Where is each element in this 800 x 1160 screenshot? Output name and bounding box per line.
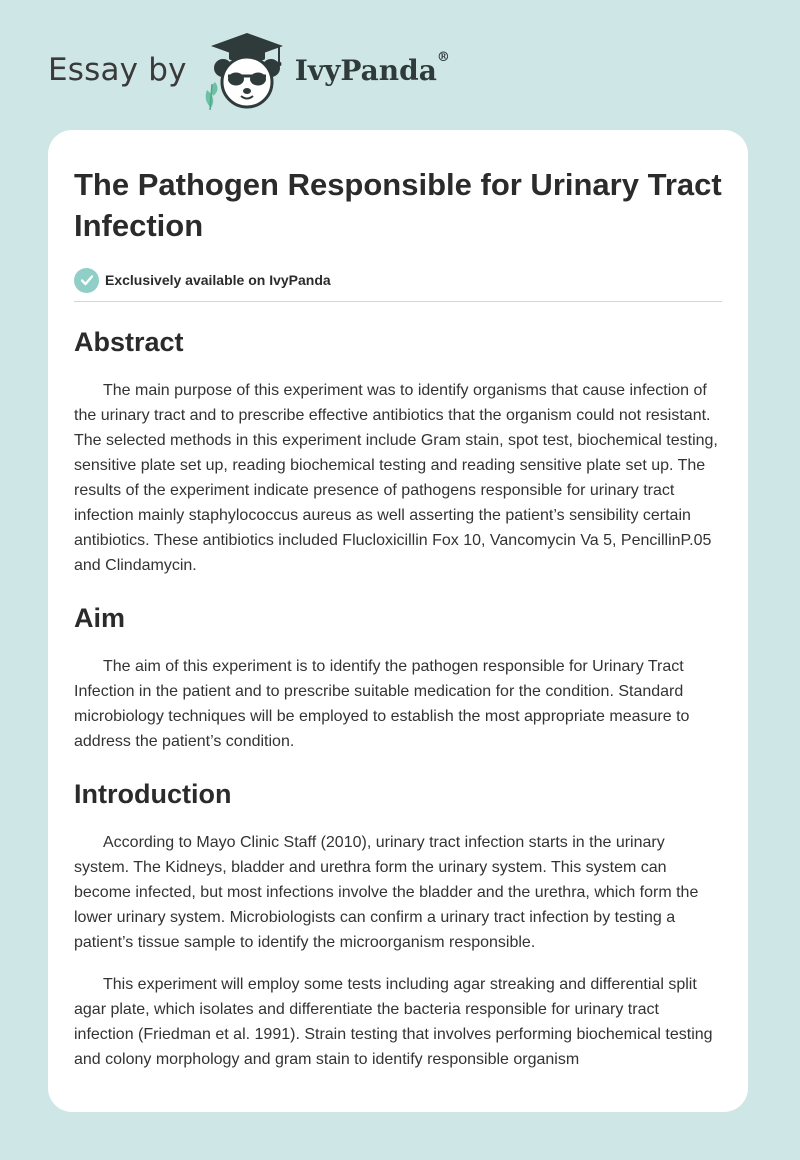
page-title: The Pathogen Responsible for Urinary Tract Infection [74, 167, 722, 243]
brand-name-text: IvyPanda [294, 53, 437, 87]
section-aim [74, 602, 722, 754]
paragraph: The main purpose of this experiment was to identify organisms that cause infection of the urinary tract and to prescribe effective antibiotics that the organism could not resistant. The selected methods in this experiment include Gram stain, spot test, biochemical testing, sensitive plate set up, reading biochemical testing and reading sensitive plate set up. The results of the experiment indicate presence of pathogens responsible for urinary tract infection mainly staphylococcus aureus as well asserting the patient’s sensibility certain antibiotics. These antibiotics included Flucloxicillin Fox 10, Vancomycin Va 5, PencillinP.05 and Clindamycin. [74, 382, 718, 574]
panda-logo-icon[interactable] [201, 28, 291, 112]
divider [74, 301, 722, 302]
brand-prefix: Essay by [48, 52, 187, 88]
paragraph: The aim of this experiment is to identify the pathogen responsible for Urinary Tract Infection in the patient and to prescribe suitable medication for the condition. Standard microbiology techniques will be employed to establish the most appropriate measure to address the patient’s condition. [74, 658, 690, 750]
brand-name[interactable] [294, 49, 450, 87]
registered-mark: ® [436, 49, 450, 65]
section-heading: Abstract [74, 327, 184, 357]
section-heading: Introduction [74, 779, 232, 809]
exclusive-badge [74, 266, 722, 294]
section-introduction [74, 778, 722, 1072]
check-icon [74, 268, 99, 293]
brand-header [48, 28, 450, 112]
exclusive-label: Exclusively available on IvyPanda [105, 272, 331, 288]
paragraph: This experiment will employ some tests including agar streaking and differential split agar plate, which isolates and differentiate the bacteria responsible for urinary tract infection (Friedman et al. 1991). Strain testing that involves performing biochemical testing and colony morphology and gram stain to identify responsible organism [74, 976, 713, 1068]
section-heading: Aim [74, 603, 126, 633]
section-abstract [74, 326, 722, 578]
essay-card [48, 130, 748, 1112]
paragraph: According to Mayo Clinic Staff (2010), urinary tract infection starts in the urinary system. The Kidneys, bladder and urethra form the urinary system. This system can become infected, but most infections involve the bladder and the urethra, which form the lower urinary system. Microbiologists can confirm a urinary tract infection by testing a patient’s tissue sample to identify the microorganism responsible. [74, 834, 699, 951]
